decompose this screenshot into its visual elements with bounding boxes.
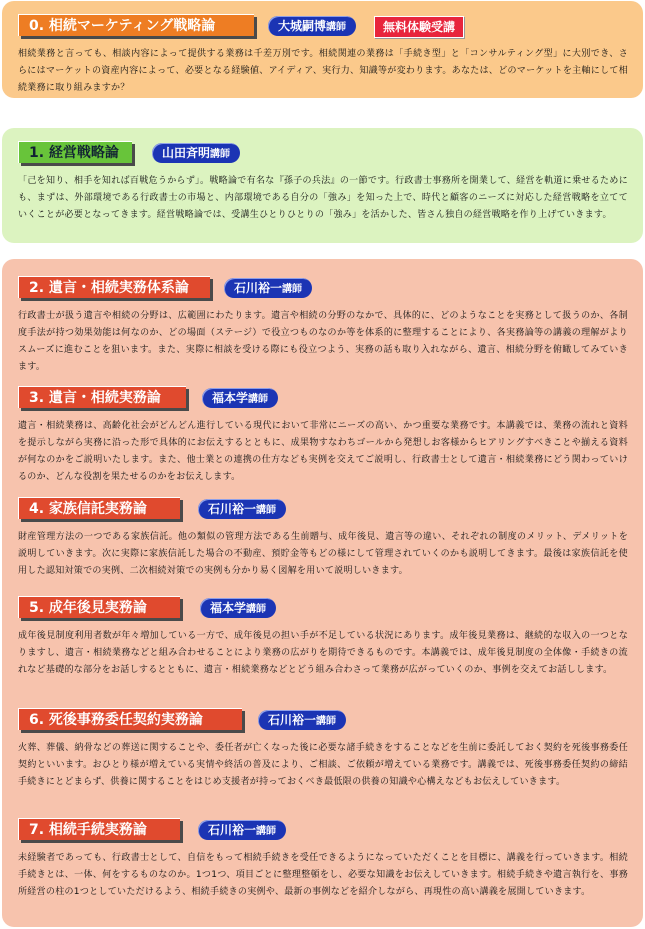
course-title: 3. 遺言・相続実務論 <box>18 386 186 408</box>
course-description: 行政書士が扱う遺言や相続の分野は、広範囲にわたります。遺言や相続の分野のなかで、具体的に、どのようなことを実務として扱うのか、各制度手法が持つ効果効能は何なのか、どの場面（ステージ）で役立つものなのか等を体系的に整理することにより、各実務論等の講義の理解がよりスムーズに進むことを狙います。また、実際に相談を受ける際にも役立つよう、実務の話も取り入れながら、遺言、相続分野を俯瞰してみていきます。 <box>18 311 628 372</box>
course-title: 1. 経営戦略論 <box>18 141 132 163</box>
course-description: 財産管理方法の一つである家族信託。他の類似の管理方法である生前贈与、成年後見、遺言等の違い、それぞれの制度のメリット、デメリットを説明していきます。次に実際に家族信託した場合の不動産、預貯金等もどの様にして管理されていくのかも説明してきます。最後は家族信託を使用した認知対策での実例、二次相続対策での実例も分かり易く図解を用いて説明しいきます。 <box>18 532 628 576</box>
course-description: 相続業務と言っても、相談内容によって提供する業務は千差万別です。相続関連の業務は「手続き型」と「コンサルティング型」に大別でき、さらにはマーケットの資産内容によって、必要となる経験値、アイディア、実行力、知識等が変わります。あなたは、どのマーケットを主軸にして相続業務に取り組みますか？ <box>18 49 628 93</box>
course-title: 4. 家族信託実務論 <box>18 497 180 519</box>
course-title: 5. 成年後見実務論 <box>18 596 180 618</box>
free-trial-badge: 無料体験受講 <box>374 16 464 38</box>
lecturer-badge: 石川裕一講師 <box>258 710 346 730</box>
lecturer-badge: 大城嗣博講師 <box>268 16 356 36</box>
course-description: 成年後見制度利用者数が年々増加している一方で、成年後見の担い手が不足している状況にあります。成年後見業務は、継続的な収入の一つとなりますし、遺言・相続業務などと組み合わせることにより業務の広がりを期待できるものです。本講義では、成年後見制度の全体像・手続きの流れなど基礎的な部分をお話しするとともに、遺言・相続業務などとどう組み合わさって業務が広がっていくのか、事例を交えてお話しします。 <box>18 631 628 675</box>
course-title: 7. 相続手続実務論 <box>18 818 180 840</box>
course-title: 0. 相続マーケティング戦略論 <box>18 14 254 36</box>
course-section-1 <box>18 141 628 224</box>
course-section-4 <box>18 497 628 580</box>
lecturer-badge: 石川裕一講師 <box>224 278 312 298</box>
course-section-7 <box>18 818 628 901</box>
lecturer-badge: 福本学講師 <box>202 388 278 408</box>
lecturer-badge: 福本学講師 <box>200 598 276 618</box>
course-section-6 <box>18 708 628 791</box>
lecturer-badge: 石川裕一講師 <box>198 820 286 840</box>
course-section-5 <box>18 596 628 679</box>
course-section-3 <box>18 386 628 486</box>
course-description: 遺言・相続業務は、高齢化社会がどんどん進行している現代において非常にニーズの高い、かつ重要な業務です。本講義では、業務の流れと資料を提示しながら実務に沿った形で具体的にお伝えするとともに、成果物すなわちゴールから発想しお客様からヒアリングすべきことや揃える資料が何なのかをご説明いたします。また、他士業との連携の仕方なども実例を交えてご説明し、行政書士として遺言・相続業務にどう関わっていけるのか、どんな役割を果たせるのかをお伝えします。 <box>18 421 628 482</box>
course-description: 未経験者であっても、行政書士として、自信をもって相続手続きを受任できるようになっていただくことを目標に、講義を行っていきます。相続手続きとは、一体、何をするものなのか。1つ1つ、項目ごとに整理整頓をし、必要な知識をお伝えしていきます。相続手続きや遺言執行を、事務所経営の柱の1つとしていただけるよう、相続手続きの実例や、最新の事例などを紹介しながら、再現性の高い講義を展開していきます。 <box>18 853 628 897</box>
course-title: 6. 死後事務委任契約実務論 <box>18 708 242 730</box>
course-description: 「己を知り、相手を知れば百戦危うからず」。戦略論で有名な『孫子の兵法』の一節です。行政書士事務所を開業して、経営を軌道に乗せるためにも、まずは、外部環境である行政書士の市場と、内部環境である自分の「強み」を知った上で、時代と顧客のニーズに対応した経営戦略を立てていくことが必要となってきます。経営戦略論では、受講生ひとりひとりの「強み」を活かした、皆さん独自の経営戦略を作り上げていきます。 <box>18 176 628 220</box>
course-title: 2. 遺言・相続実務体系論 <box>18 276 210 298</box>
course-section-2 <box>18 276 628 376</box>
lecturer-badge: 石川裕一講師 <box>198 499 286 519</box>
course-section-0 <box>18 14 628 97</box>
lecturer-badge: 山田斉明講師 <box>152 143 240 163</box>
course-description: 火葬、葬儀、納骨などの葬送に関することや、委任者が亡くなった後に必要な諸手続きをすることなどを生前に委託しておく契約を死後事務委任契約といいます。おひとり様が増えている実情や終活の普及により、ご相談、ご依頼が増えている業務です。講義では、死後事務委任契約の締結手続きにとどまらず、供養に関することをはじめ支援者が持っておくべき最低限の供養の知識や心構えなどもお伝えしていきます。 <box>18 743 628 787</box>
